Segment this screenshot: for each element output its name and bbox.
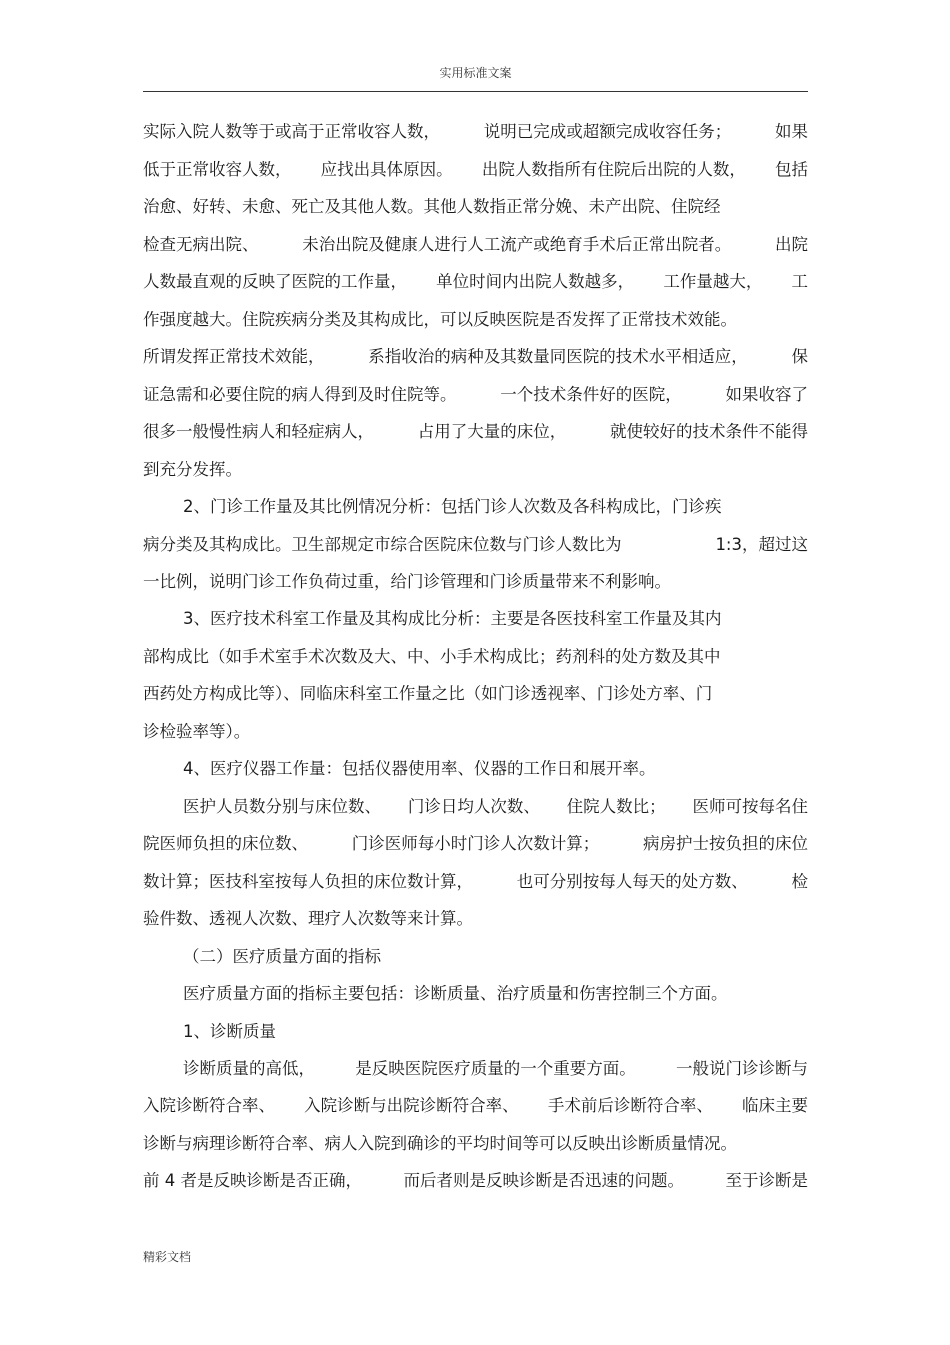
text-segment: 未治出院及健康人进行人工流产或绝育手术后正常出院者。 xyxy=(302,235,732,254)
text-segment: 工作量越大， xyxy=(663,272,763,291)
text-segment: 低于正常收容人数， xyxy=(143,160,292,179)
text-line xyxy=(143,195,808,219)
text-segment: 住院人数比； xyxy=(566,797,666,816)
text-line xyxy=(183,607,808,631)
text-segment: （二）医疗质量方面的指标 xyxy=(183,947,381,966)
text-segment: 病分类及其构成比。卫生部规定市综合医院床位数与门诊人数比为 xyxy=(143,535,622,554)
text-line xyxy=(143,233,808,257)
text-line xyxy=(143,420,808,444)
text-segment: 应找出具体原因。 xyxy=(320,160,453,179)
text-line xyxy=(143,682,808,706)
text-segment: 一般说门诊诊断与 xyxy=(676,1059,808,1078)
text-segment: 入院诊断与出院诊断符合率、 xyxy=(304,1096,519,1115)
text-line xyxy=(143,720,808,744)
text-line xyxy=(143,1094,808,1118)
text-line xyxy=(143,270,808,294)
text-line xyxy=(183,1020,808,1044)
text-line xyxy=(143,907,808,931)
text-line xyxy=(183,795,808,819)
text-segment: 单位时间内出院人数越多， xyxy=(436,272,635,291)
text-segment: 可以反映医院是否发挥了正常技术效能。 xyxy=(440,310,737,329)
text-segment: 出院 xyxy=(775,235,808,254)
text-segment: 至于诊断是 xyxy=(725,1171,808,1190)
text-segment: 如果收容了 xyxy=(725,385,808,404)
text-segment: 工 xyxy=(791,272,808,291)
text-segment: 1:3，超过这 xyxy=(715,535,808,554)
text-segment: 一个技术条件好的医院， xyxy=(500,385,682,404)
text-line xyxy=(143,533,808,557)
text-segment: 诊断与病理诊断符合率、 xyxy=(143,1134,325,1153)
text-segment: 是反映医院医疗质量的一个重要方面。 xyxy=(355,1059,636,1078)
text-segment: 临床主要 xyxy=(741,1096,808,1115)
text-line xyxy=(143,120,808,144)
text-segment: 病房护士按负担的床位 xyxy=(643,834,808,853)
text-segment: 1、诊断质量 xyxy=(183,1022,276,1041)
text-segment: 说明已完成或超额完成收容任务； xyxy=(483,122,732,141)
text-segment: 系指收治的病种及其数量同医院的技术水平相适应， xyxy=(368,347,748,366)
text-line xyxy=(143,832,808,856)
text-line xyxy=(143,870,808,894)
text-segment: 治愈、好转、未愈、死亡及其他人数。其他人数指正常分娩、未产出院、住院经 xyxy=(143,197,721,216)
text-segment: 证急需和必要住院的病人得到及时住院等。 xyxy=(143,385,457,404)
text-segment: 医疗质量方面的指标主要包括：诊断质量、治疗质量和伤害控制三个方面。 xyxy=(183,984,728,1003)
text-line xyxy=(143,158,808,182)
text-segment: 病人入院到确诊的平均时间等可以反映出诊断质量情况。 xyxy=(324,1134,737,1153)
text-line xyxy=(143,1132,808,1156)
text-line xyxy=(143,458,808,482)
header-rule xyxy=(143,91,808,92)
text-segment: 所谓发挥正常技术效能， xyxy=(143,347,325,366)
text-line xyxy=(183,1057,808,1081)
text-segment: 手术前后诊断符合率、 xyxy=(547,1096,713,1115)
text-segment: 就使较好的技术条件不能得 xyxy=(610,422,808,441)
text-segment: 验件数、透视人次数、理疗人次数等来计算。 xyxy=(143,909,473,928)
text-segment: 检查无病出院、 xyxy=(143,235,259,254)
text-line xyxy=(143,1169,808,1193)
text-segment: 诊检验率等）。 xyxy=(143,722,251,741)
text-segment: 检 xyxy=(791,872,808,891)
page-header: 实用标准文案 xyxy=(439,66,512,80)
text-segment: 门诊医师每小时门诊人次数计算； xyxy=(351,834,600,853)
text-segment: 数计算；医技科室按每人负担的床位数计算， xyxy=(143,872,473,891)
text-segment: 西药处方构成比等）、同临床科室工作量之比（如门诊透视率、门诊处方率、门 xyxy=(143,684,713,703)
text-segment: 4、医疗仪器工作量：包括仪器使用率、仪器的工作日和展开率。 xyxy=(183,759,656,778)
text-line xyxy=(183,982,808,1006)
text-segment: 作强度越大。住院疾病分类及其构成比， xyxy=(143,310,440,329)
text-segment: 人数最直观的反映了医院的工作量， xyxy=(143,272,407,291)
text-line xyxy=(183,495,808,519)
text-segment: 实际入院人数等于或高于正常收容人数， xyxy=(143,122,440,141)
text-segment: 也可分别按每人每天的处方数、 xyxy=(516,872,748,891)
text-line xyxy=(143,308,808,332)
text-segment: 入院诊断符合率、 xyxy=(143,1096,275,1115)
text-segment: 医师可按每名住 xyxy=(692,797,808,816)
text-line xyxy=(143,645,808,669)
text-line xyxy=(143,383,808,407)
text-segment: 一比例，说明门诊工作负荷过重，给门诊管理和门诊质量带来不利影响。 xyxy=(143,572,671,591)
text-segment: 2、门诊工作量及其比例情况分析：包括门诊人次数及各科构成比，门诊疾 xyxy=(183,497,722,516)
text-segment: 3、医疗技术科室工作量及其构成比分析：主要是各医技科室工作量及其内 xyxy=(183,609,722,628)
text-segment: 包括 xyxy=(774,160,808,179)
text-segment: 出院人数指所有住院后出院的人数， xyxy=(481,160,746,179)
text-line xyxy=(143,570,808,594)
text-segment: 很多一般慢性病人和轻症病人， xyxy=(143,422,374,441)
text-line xyxy=(183,757,808,781)
text-segment: 到充分发挥。 xyxy=(143,460,242,479)
text-segment: 院医师负担的床位数、 xyxy=(143,834,308,853)
text-segment: 医护人员数分别与床位数、 xyxy=(183,797,381,816)
text-segment: 如果 xyxy=(775,122,808,141)
text-line xyxy=(143,345,808,369)
text-segment: 占用了大量的床位， xyxy=(417,422,567,441)
text-segment: 部构成比（如手术室手术次数及大、中、小手术构成比；药剂科的处方数及其中 xyxy=(143,647,721,666)
text-segment: 前 4 者是反映诊断是否正确， xyxy=(143,1171,362,1190)
text-segment: 诊断质量的高低， xyxy=(183,1059,315,1078)
text-segment: 门诊日均人次数、 xyxy=(407,797,540,816)
text-segment: 保 xyxy=(791,347,808,366)
text-line xyxy=(183,945,808,969)
text-segment: 而后者则是反映诊断是否迅速的问题。 xyxy=(403,1171,684,1190)
page-footer: 精彩文档 xyxy=(143,1250,192,1264)
